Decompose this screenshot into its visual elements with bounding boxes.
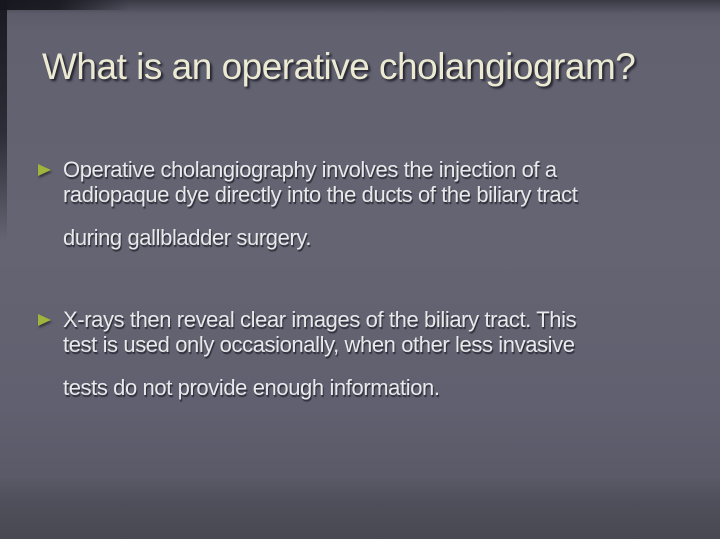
slide-bottom-vignette bbox=[0, 477, 720, 539]
bullet-1-line-3: during gallbladder surgery. bbox=[63, 225, 312, 250]
slide-top-vignette bbox=[0, 0, 720, 14]
bullet-item-1 bbox=[38, 157, 577, 250]
triangle-right-icon bbox=[38, 164, 51, 176]
slide-corner-shadow-left bbox=[0, 0, 7, 240]
bullet-2-line-2: test is used only occasionally, when other less invasive bbox=[63, 332, 575, 357]
slide-title: What is an operative cholangiogram? bbox=[42, 46, 636, 87]
bullet-text-2 bbox=[63, 307, 576, 400]
bullet-2-line-1: X-rays then reveal clear images of the biliary tract. This bbox=[63, 307, 577, 332]
bullet-1-line-1: Operative cholangiography involves the injection of a bbox=[63, 157, 557, 182]
bullet-text-1 bbox=[63, 157, 577, 250]
bullet-1-line-2: radiopaque dye directly into the ducts of the biliary tract bbox=[63, 182, 578, 207]
bullet-item-2 bbox=[38, 307, 576, 400]
triangle-right-icon bbox=[38, 314, 51, 326]
bullet-2-line-3: tests do not provide enough information. bbox=[63, 375, 440, 400]
slide-corner-shadow-top bbox=[0, 0, 130, 10]
